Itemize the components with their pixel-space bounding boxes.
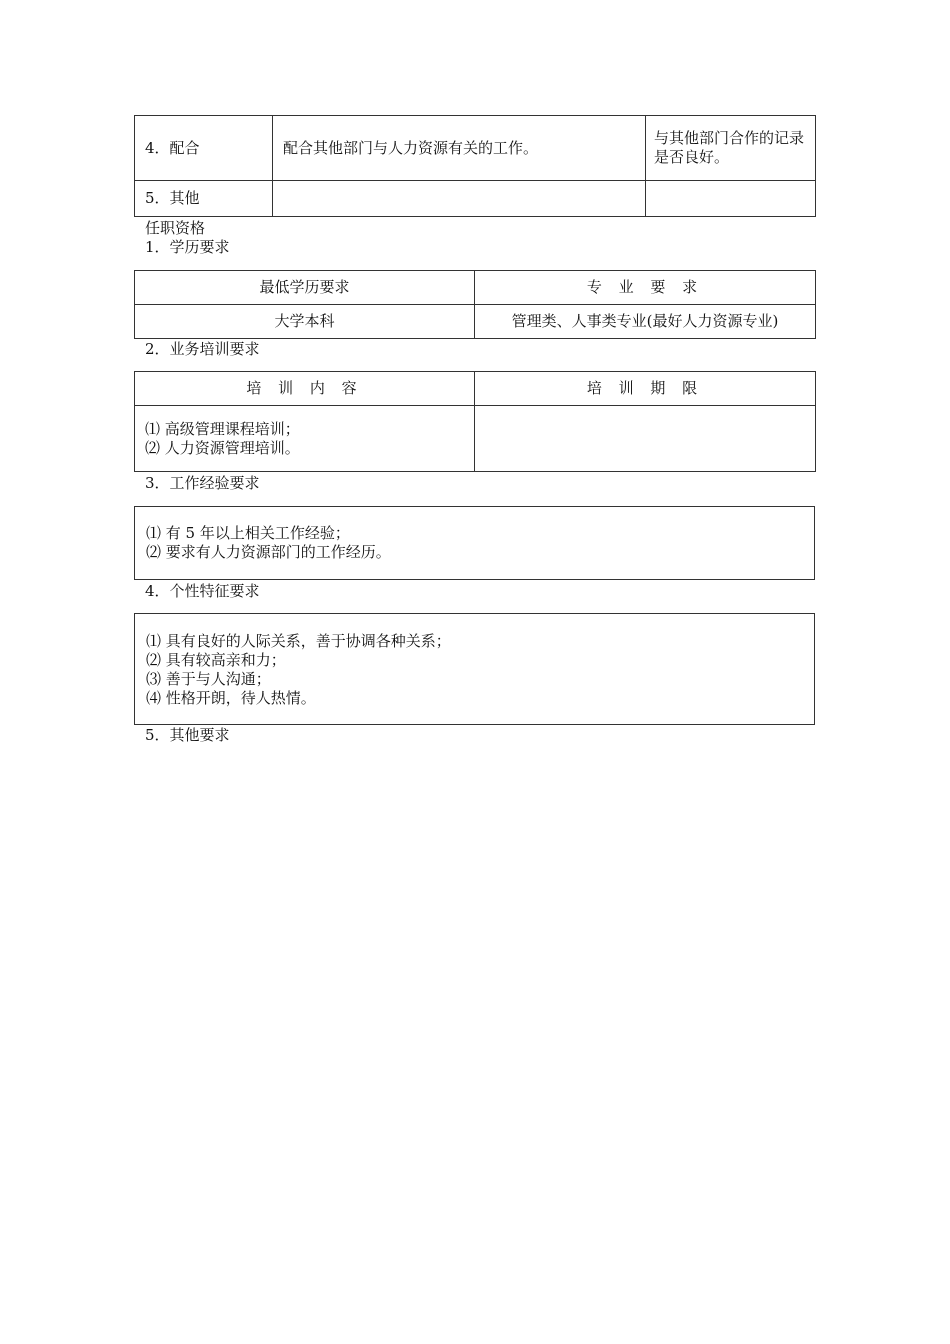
table-header-row <box>135 271 816 305</box>
list-item: ⑷ 性格开朗，待人热情。 <box>146 689 316 707</box>
list-item: ⑴ 有 5 年以上相关工作经验； <box>146 524 350 542</box>
table-row <box>135 116 816 181</box>
training-period <box>475 406 816 472</box>
column-header: 培 训 内 容 <box>135 372 475 406</box>
duty-table <box>134 115 815 217</box>
table-header-row <box>135 372 816 406</box>
training-heading: 2．业务培训要求 <box>145 340 260 358</box>
table-row <box>135 406 816 472</box>
column-header: 最低学历要求 <box>135 271 475 305</box>
education-level: 大学本科 <box>135 305 475 339</box>
experience-box <box>134 506 815 580</box>
table-row <box>135 305 816 339</box>
duty-standard: 与其他部门合作的记录是否良好。 <box>646 116 816 181</box>
list-item: ⑴ 高级管理课程培训； <box>145 419 300 438</box>
list-item: ⑶ 善于与人沟通； <box>146 670 271 688</box>
education-table <box>134 270 815 339</box>
column-header: 培 训 期 限 <box>475 372 816 406</box>
duty-content: 配合其他部门与人力资源有关的工作。 <box>273 116 646 181</box>
other-heading: 5．其他要求 <box>145 726 230 744</box>
list-item: ⑴ 具有良好的人际关系，善于协调各种关系； <box>146 632 451 650</box>
duty-standard <box>646 181 816 217</box>
training-content <box>135 406 475 472</box>
education-heading: 1．学历要求 <box>145 238 230 256</box>
education-major: 管理类、人事类专业(最好人力资源专业) <box>475 305 816 339</box>
list-item: ⑵ 人力资源管理培训。 <box>145 438 300 457</box>
list-item: ⑵ 具有较高亲和力； <box>146 651 286 669</box>
section-title: 任职资格 <box>145 219 206 237</box>
duty-content <box>273 181 646 217</box>
training-table <box>134 371 815 472</box>
duty-item: 4．配合 <box>135 116 273 181</box>
table-row <box>135 181 816 217</box>
personality-box <box>134 613 815 725</box>
experience-heading: 3．工作经验要求 <box>145 474 260 492</box>
list-item: ⑵ 要求有人力资源部门的工作经历。 <box>146 543 391 561</box>
column-header: 专 业 要 求 <box>475 271 816 305</box>
personality-heading: 4．个性特征要求 <box>145 582 260 600</box>
duty-item: 5．其他 <box>135 181 273 217</box>
